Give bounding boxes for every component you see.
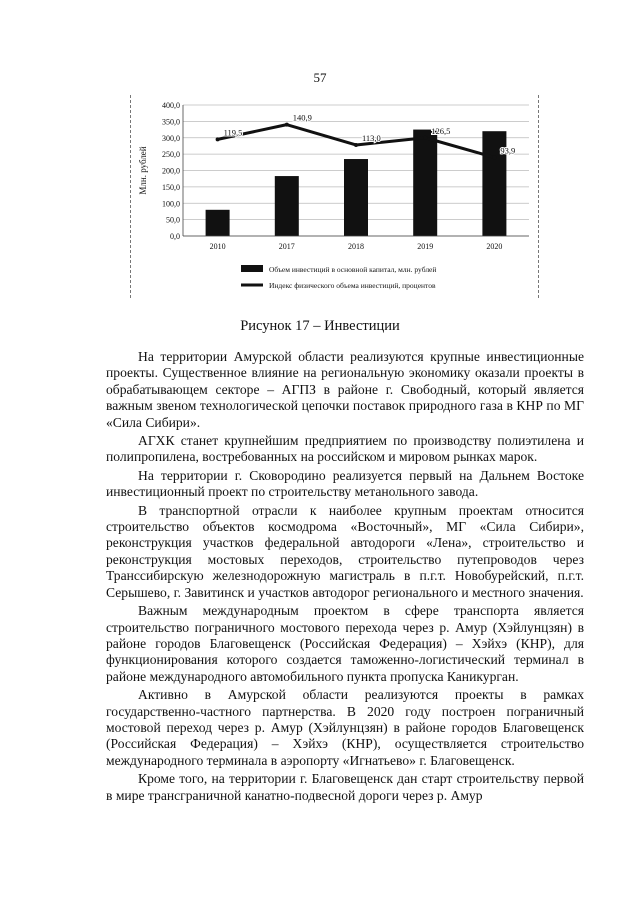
y-tick-label: 100,0 xyxy=(162,199,180,209)
paragraph: Кроме того, на территории г. Благовещенск дан старт строительству первой в мире трансграничной канатно-подвесной дороги через р. Амур xyxy=(106,771,584,803)
paragraph: На территории г. Сковородино реализуется первый на Дальнем Востоке инвестиционный проект по строительству метанольного завода. xyxy=(106,467,584,500)
chart-canvas xyxy=(131,95,538,298)
y-tick-label: 200,0 xyxy=(162,166,180,176)
data-label: 119,5 xyxy=(223,127,243,138)
body-text xyxy=(106,349,584,806)
y-axis-label: Млн. рублей xyxy=(138,146,148,195)
paragraph: Важным международным проектом в сфере транспорта является строительство пограничного мостового перехода через р. Амур (Хэйлунцзян) в районе городов Благовещенск (Российская Федерация) – Хэйхэ (КНР), для функционирования которого создается таможенно-логистический терминал в районе международного автомобильного пункта пропуска Каникурган. xyxy=(106,603,584,684)
paragraph: На территории Амурской области реализуются крупные инвестиционные проекты. Существенное влияние на региональную экономику оказали проекты в обрабатывающем секторе – АГПЗ в районе г. Свободный, который является важным звеном технологической цепочки поставок природного газа в КНР по МГ «Сила Сибири». xyxy=(106,349,584,430)
y-tick-label: 250,0 xyxy=(162,150,180,160)
y-tick-label: 150,0 xyxy=(162,182,180,192)
data-label: 113,0 xyxy=(362,132,381,143)
line-point xyxy=(216,137,220,141)
y-tick-label: 50,0 xyxy=(166,215,180,225)
paragraph: Активно в Амурской области реализуются проекты в рамках государственно-частного партнерства. В 2020 году построен пограничный мостовой переход через р. Амур (Хэйлунцзян) в районе городов Благовещенск (Российская Федерация) – Хэйхэ (КНР), осуществляется строительство международного терминала в аэропорту «Игнатьево» г. Благовещенск. xyxy=(106,687,584,768)
data-label: 140,9 xyxy=(292,112,312,123)
x-tick-label: 2020 xyxy=(486,242,503,251)
legend-label: Индекс физического объема инвестиций, процентов xyxy=(269,281,436,290)
bar xyxy=(413,130,437,236)
y-tick-label: 0,0 xyxy=(170,232,180,241)
figure-caption: Рисунок 17 – Инвестиции xyxy=(240,318,400,334)
line-point xyxy=(285,123,289,127)
legend-bar-swatch xyxy=(241,265,263,272)
y-tick-label: 400,0 xyxy=(162,101,180,110)
investment-chart xyxy=(130,95,539,298)
bar xyxy=(344,159,368,236)
legend-label: Объем инвестиций в основной капитал, млн. рублей xyxy=(269,265,437,274)
data-label: 126,5 xyxy=(431,125,451,136)
x-tick-label: 2018 xyxy=(348,242,364,251)
y-tick-label: 300,0 xyxy=(162,133,180,143)
bar xyxy=(275,176,299,236)
page-number: 57 xyxy=(313,70,327,85)
line-point xyxy=(492,155,496,159)
line-point xyxy=(423,136,427,140)
line-point xyxy=(354,143,358,147)
paragraph: АГХК станет крупнейшим предприятием по производству полиэтилена и полипропилена, востребованных на российском и мировом рынках марок. xyxy=(106,433,584,465)
index-line xyxy=(218,125,495,158)
x-tick-label: 2010 xyxy=(209,242,226,251)
bar xyxy=(206,210,230,236)
x-tick-label: 2017 xyxy=(278,242,295,251)
y-tick-label: 350,0 xyxy=(162,117,180,127)
paragraph: В транспортной отрасли к наиболее крупным проектам относится строительство объектов космодрома «Восточный», МГ «Сила Сибири», реконструкция участков федеральной автодороги «Лена», строительство и реконструкция мостовых переходов, строительство путепроводов через Транссибирскую железнодорожную магистраль в п.г.т. Новобурейский, п.г.т. Серышево, г. Завитинск и участков автодорог регионального и местного значения. xyxy=(106,502,584,600)
x-tick-label: 2019 xyxy=(417,242,434,251)
data-label: 93,9 xyxy=(500,145,516,156)
